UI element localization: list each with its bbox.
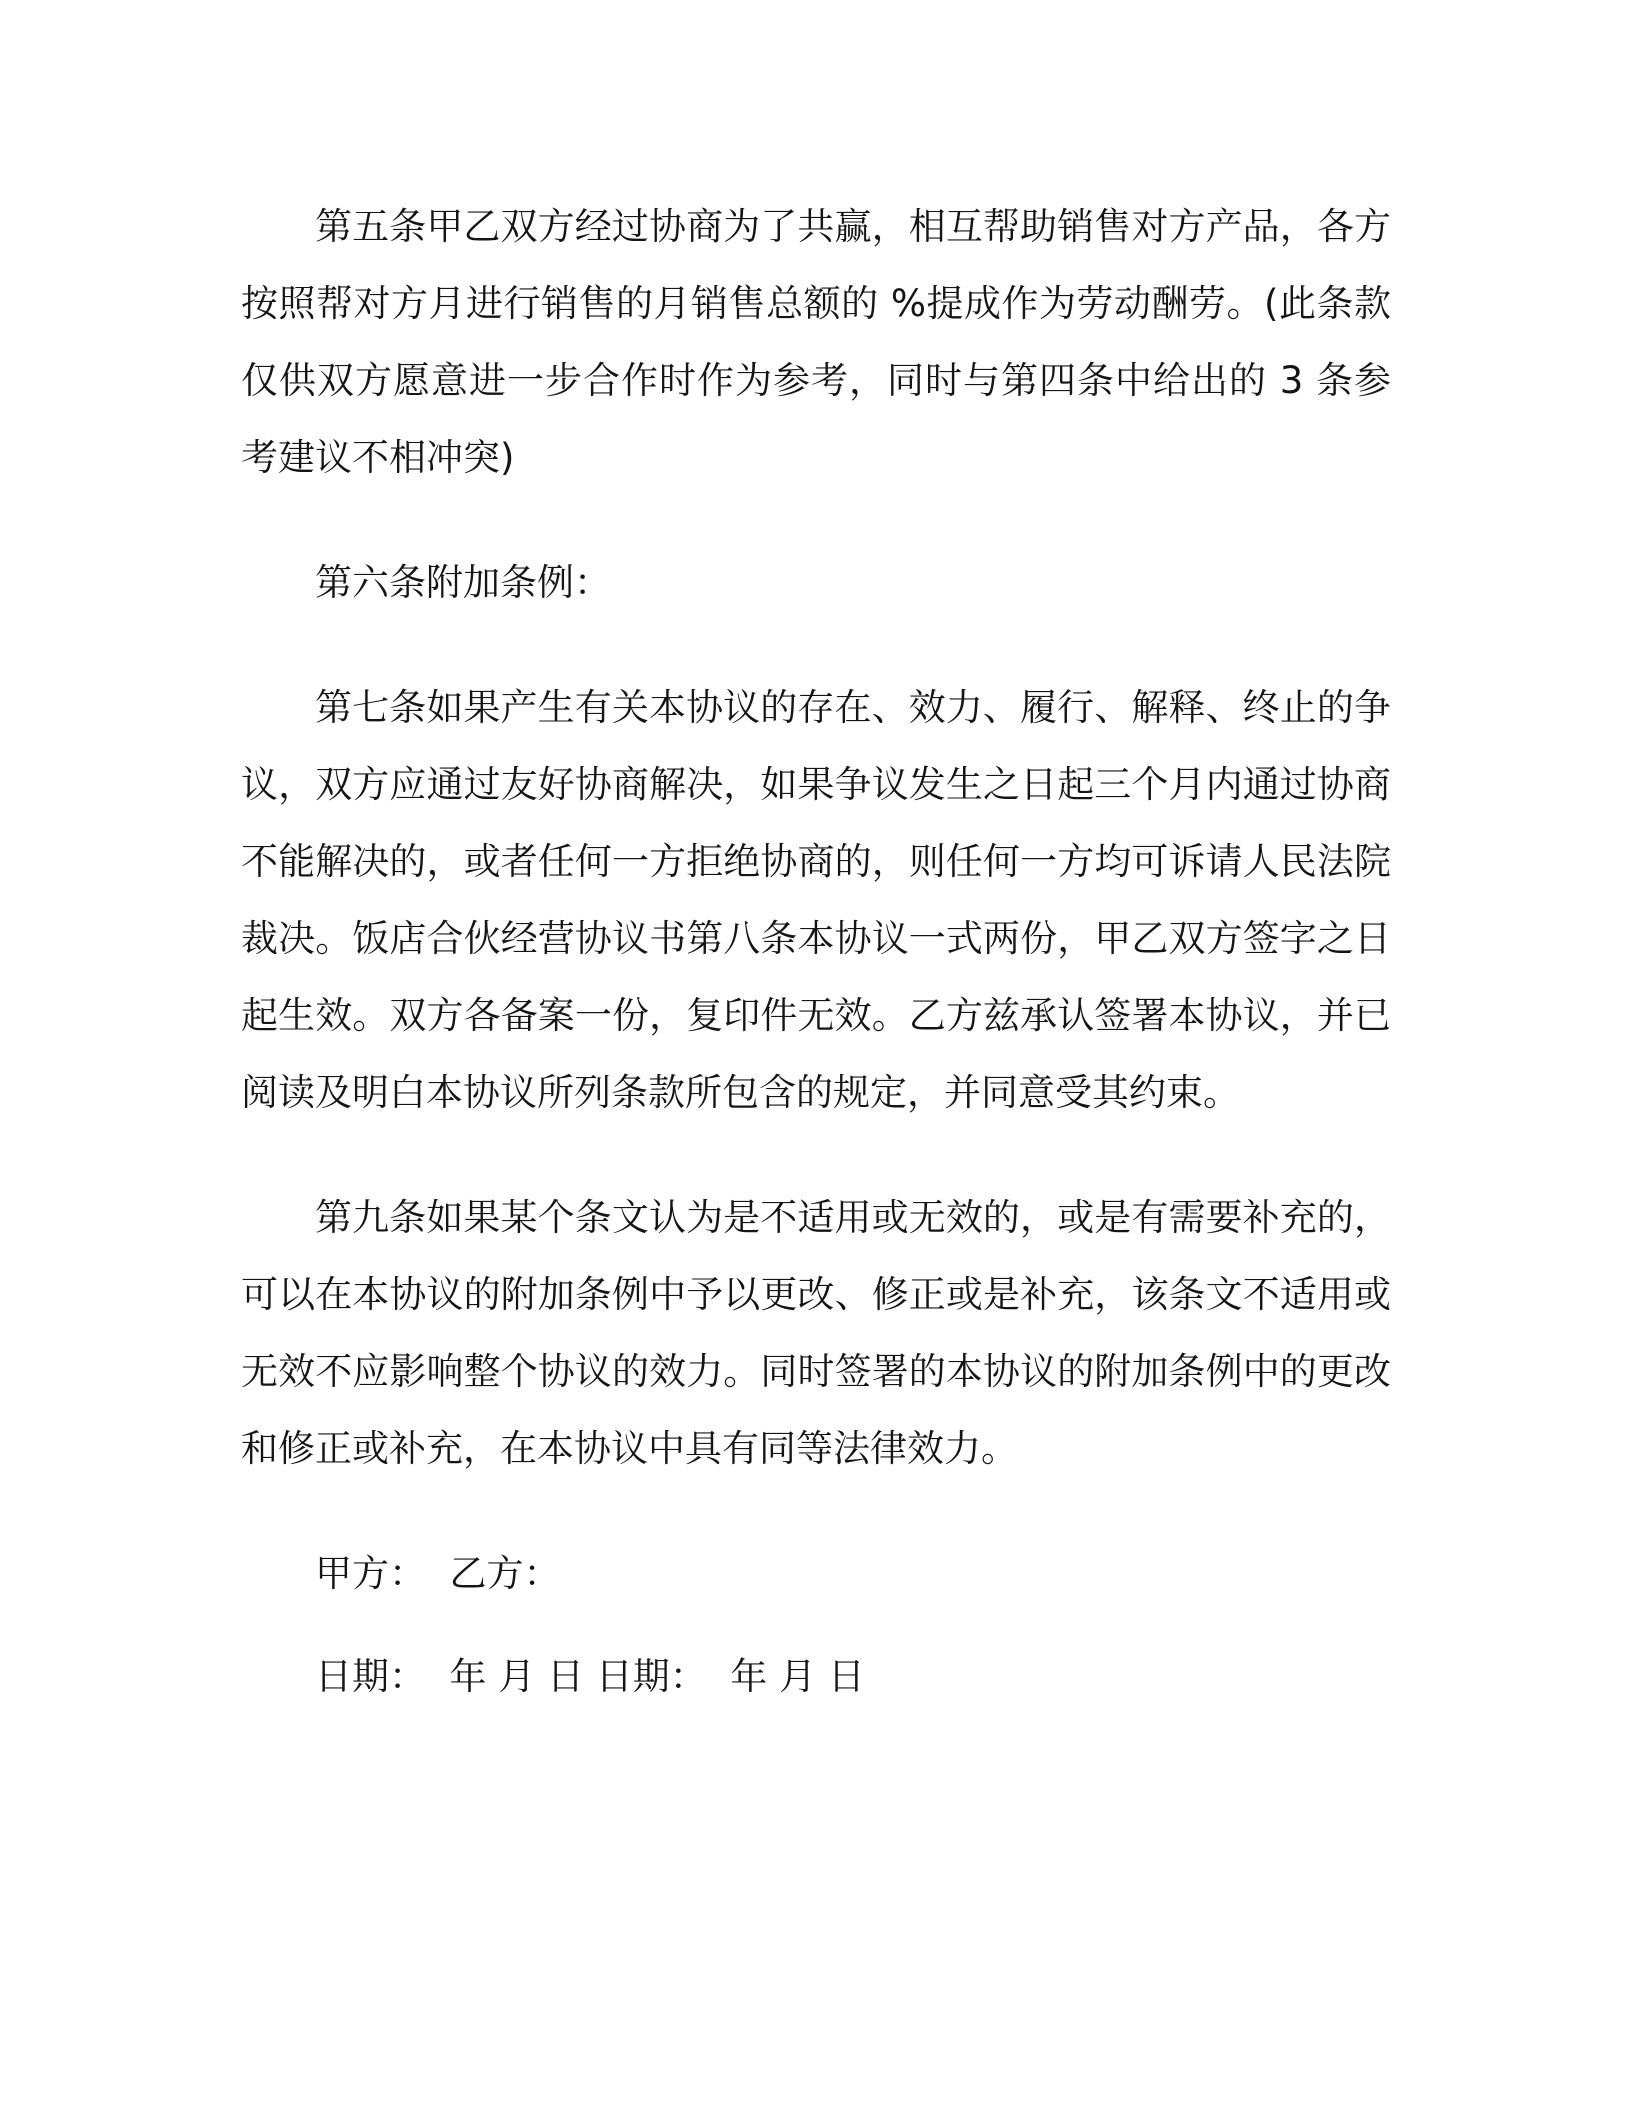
signature-parties-line: 甲方： 乙方： xyxy=(315,1552,561,1595)
clause-6-paragraph: 第六条附加条例： xyxy=(315,561,611,604)
clause-5-paragraph: 第五条甲乙双方经过协商为了共赢，相互帮助销售对方产品，各方按照帮对方月进行销售的月销售总额的 %提成作为劳动酬劳。(此条款仅供双方愿意进一步合作时作为参考，同时与第四条中给出的 3 条参考建议不相冲突) xyxy=(241,205,1391,479)
clause-9-paragraph: 第九条如果某个条文认为是不适用或无效的，或是有需要补充的，可以在本协议的附加条例中予以更改、修正或是补充，该条文不适用或无效不应影响整个协议的效力。同时签署的本协议的附加条例中的更改和修正或补充，在本协议中具有同等法律效力。 xyxy=(241,1196,1391,1470)
signature-dates-line: 日期： 年 月 日 日期： 年 月 日 xyxy=(315,1655,865,1698)
document-body xyxy=(241,188,1391,1741)
clause-7-paragraph: 第七条如果产生有关本协议的存在、效力、履行、解释、终止的争议，双方应通过友好协商解决，如果争议发生之日起三个月内通过协商不能解决的，或者任何一方拒绝协商的，则任何一方均可诉请人民法院裁决。饭店合伙经营协议书第八条本协议一式两份，甲乙双方签字之日起生效。双方各备案一份，复印件无效。乙方兹承认签署本协议，并已阅读及明白本协议所列条款所包含的规定，并同意受其约束。 xyxy=(241,686,1391,1114)
